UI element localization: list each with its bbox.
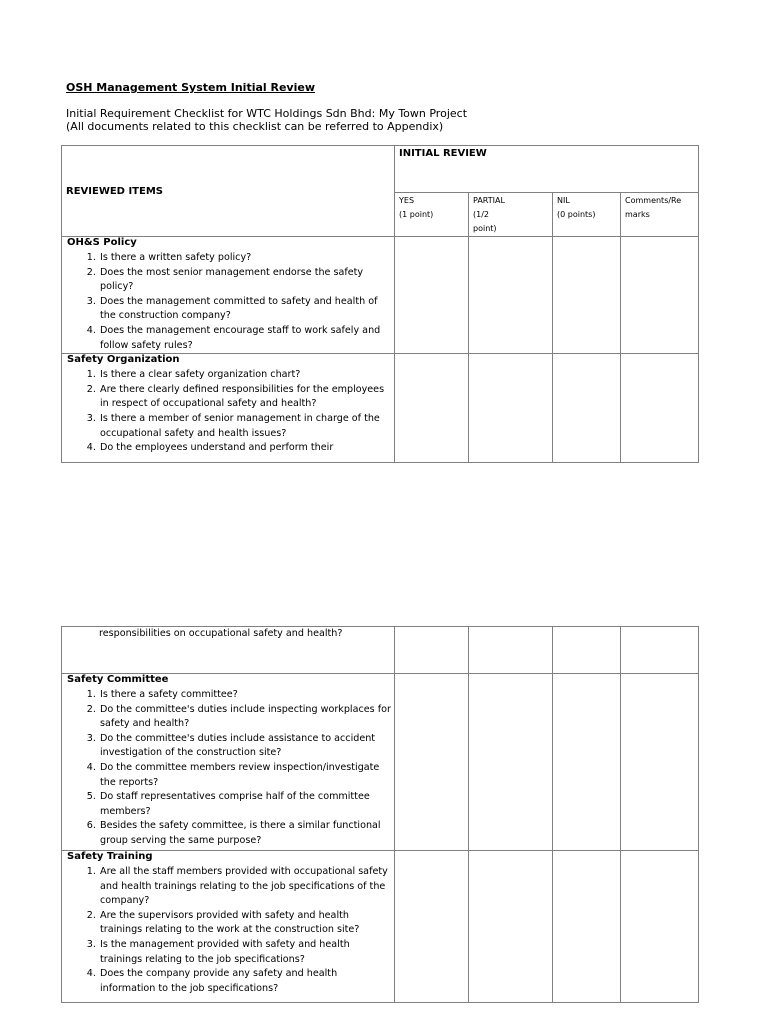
nil-cell[interactable]: [553, 354, 621, 463]
section-row-safety-committee: [62, 674, 699, 851]
section-title: Safety Organization: [67, 354, 180, 366]
question-item: 2. Are the supervisors provided with safety and health trainings relating to the work at the construction site?: [99, 909, 394, 938]
checklist-table-part-1: [61, 145, 699, 463]
yes-cell[interactable]: [395, 627, 469, 674]
partial-cell[interactable]: [469, 674, 553, 851]
column-header-line: point): [473, 224, 497, 233]
question-list: [67, 251, 394, 353]
question-item: 4. Does the company provide any safety and health information to the job specifications?: [99, 967, 394, 996]
section-title: OH&S Policy: [67, 237, 137, 248]
section-cell: [62, 851, 395, 1003]
question-item: 2. Does the most senior management endorse the safety policy?: [99, 266, 394, 295]
partial-column-header: [469, 193, 553, 237]
question-item: 2. Are there clearly defined responsibilities for the employees in respect of occupational safety and health?: [99, 383, 394, 412]
section-row-safety-organization: [62, 354, 699, 463]
section-title: Safety Committee: [67, 674, 169, 685]
question-item: 4. Do the employees understand and perform their: [99, 441, 394, 456]
question-item: 6. Besides the safety committee, is there a similar functional group serving the same purpose?: [99, 819, 394, 848]
question-item: 3. Do the committee's duties include assistance to accident investigation of the construction site?: [99, 732, 394, 761]
partial-cell[interactable]: [469, 851, 553, 1003]
question-item: 1. Is there a safety committee?: [99, 688, 394, 703]
question-list: [67, 368, 394, 456]
partial-cell[interactable]: [469, 354, 553, 463]
question-item: 3. Does the management committed to safety and health of the construction company?: [99, 295, 394, 324]
question-item: 1. Is there a clear safety organization chart?: [99, 368, 394, 383]
comments-cell[interactable]: [621, 627, 699, 674]
section-cell: [62, 674, 395, 851]
question-item: 4. Does the management encourage staff to work safely and follow safety rules?: [99, 324, 394, 353]
table-header-row: [62, 146, 699, 193]
column-header-line: Comments/Re: [625, 196, 682, 205]
nil-column-header: [553, 193, 621, 237]
column-header-line: (0 points): [557, 210, 596, 219]
comments-cell[interactable]: [621, 851, 699, 1003]
document-title: OSH Management System Initial Review: [66, 81, 315, 94]
continuation-row: [62, 627, 699, 674]
yes-cell[interactable]: [395, 237, 469, 354]
question-item: 5. Do staff representatives comprise half of the committee members?: [99, 790, 394, 819]
question-list: [67, 688, 394, 849]
question-item: 3. Is there a member of senior management in charge of the occupational safety and health issues?: [99, 412, 394, 441]
intro-block: [66, 107, 467, 133]
intro-line-2: (All documents related to this checklist can be referred to Appendix): [66, 120, 444, 133]
comments-cell[interactable]: [621, 237, 699, 354]
comments-cell[interactable]: [621, 674, 699, 851]
column-header-line: PARTIAL: [473, 196, 505, 205]
yes-cell[interactable]: [395, 354, 469, 463]
nil-cell[interactable]: [553, 851, 621, 1003]
section-title: Safety Training: [67, 851, 153, 862]
comments-cell[interactable]: [621, 354, 699, 463]
section-row-ohs-policy: [62, 237, 699, 354]
initial-review-header: INITIAL REVIEW: [395, 146, 699, 193]
reviewed-items-header: REVIEWED ITEMS: [62, 146, 395, 237]
section-cell: [62, 237, 395, 354]
intro-line-1: Initial Requirement Checklist for WTC Holdings Sdn Bhd: My Town Project: [66, 107, 468, 120]
column-header-line: marks: [625, 210, 650, 219]
question-item: 4. Do the committee members review inspection/investigate the reports?: [99, 761, 394, 790]
column-header-line: (1 point): [399, 210, 434, 219]
column-header-line: (1/2: [473, 210, 489, 219]
question-list: [67, 865, 394, 996]
question-item: 1. Are all the staff members provided with occupational safety and health trainings relating to the job specifications of the company?: [99, 865, 394, 909]
yes-column-header: [395, 193, 469, 237]
section-cell: [62, 354, 395, 463]
question-item: 1. Is there a written safety policy?: [99, 251, 394, 266]
column-header-line: NIL: [557, 196, 570, 205]
checklist-table-part-2: [61, 626, 699, 1003]
continuation-text: responsibilities on occupational safety and health?: [62, 627, 395, 674]
comments-column-header: [621, 193, 699, 237]
yes-cell[interactable]: [395, 674, 469, 851]
partial-cell[interactable]: [469, 237, 553, 354]
partial-cell[interactable]: [469, 627, 553, 674]
nil-cell[interactable]: [553, 627, 621, 674]
nil-cell[interactable]: [553, 237, 621, 354]
question-item: 3. Is the management provided with safety and health trainings relating to the job specifications?: [99, 938, 394, 967]
nil-cell[interactable]: [553, 674, 621, 851]
column-header-line: YES: [399, 196, 415, 205]
question-item: 2. Do the committee's duties include inspecting workplaces for safety and health?: [99, 703, 394, 732]
section-row-safety-training: [62, 851, 699, 1003]
yes-cell[interactable]: [395, 851, 469, 1003]
